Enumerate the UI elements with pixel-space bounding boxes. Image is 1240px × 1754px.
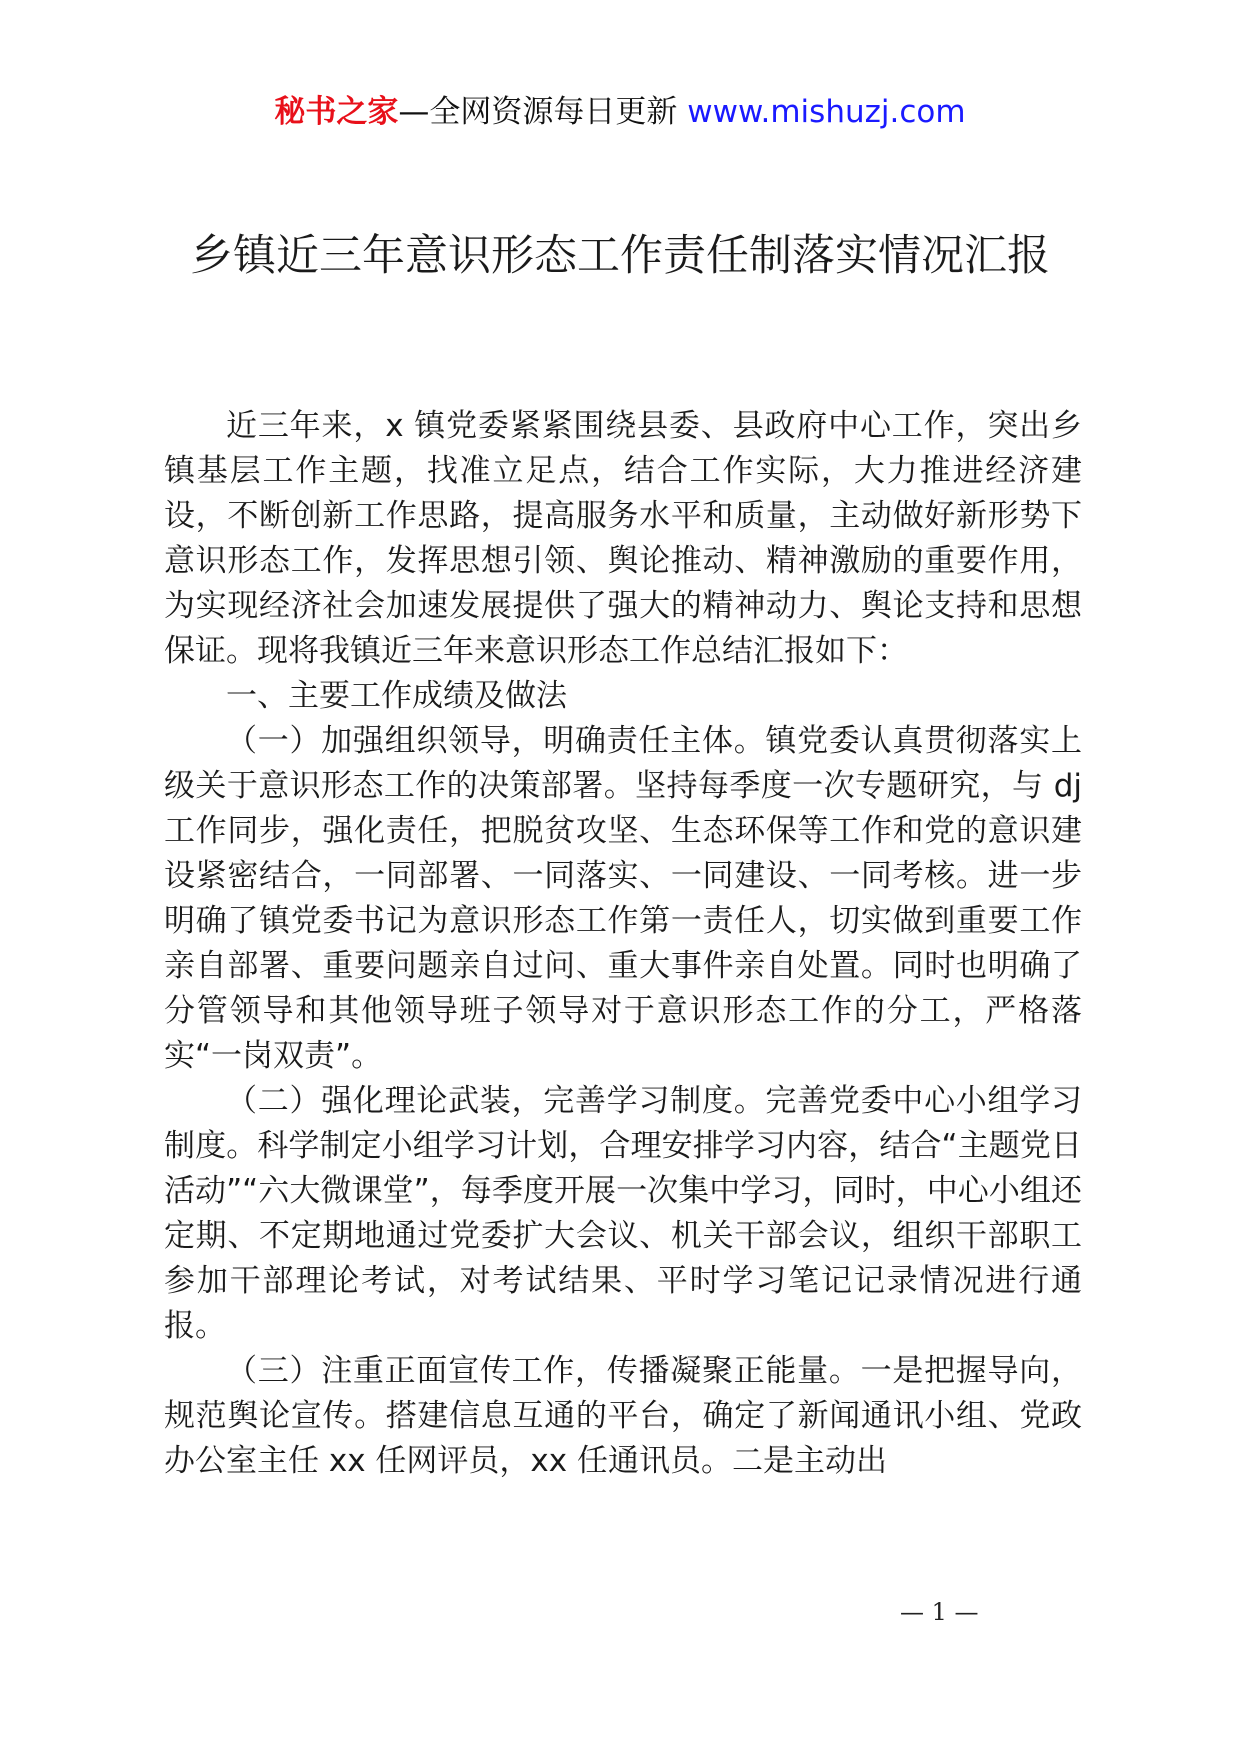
site-header bbox=[0, 92, 1240, 132]
document-title: 乡镇近三年意识形态工作责任制落实情况汇报 bbox=[190, 231, 1050, 281]
section-heading-1: 一、主要工作成绩及做法 bbox=[226, 678, 567, 714]
page-number: — 1 — bbox=[900, 1598, 979, 1626]
paragraph-study: （二）强化理论武装，完善学习制度。完善党委中心小组学习制度。科学制定小组学习计划，合理安排学习内容，结合“主题党日活动”“六大微课堂”，每季度开展一次集中学习，同时，中心小组还定期、不定期地通过党委扩大会议、机关干部会议，组织干部职工参加干部理论考试，对考试结果、平时学习笔记记录情况进行通报。 bbox=[164, 1083, 1082, 1344]
site-tagline: —全网资源每日更新 bbox=[398, 94, 688, 130]
paragraph-intro: 近三年来，x 镇党委紧紧围绕县委、县政府中心工作，突出乡镇基层工作主题，找准立足点，结合工作实际，大力推进经济建设，不断创新工作思路，提高服务水平和质量，主动做好新形势下意识形态工作，发挥思想引领、舆论推动、精神激励的重要作用，为实现经济社会加速发展提供了强大的精神动力、舆论支持和思想保证。现将我镇近三年来意识形态工作总结汇报如下： bbox=[164, 408, 1082, 669]
paragraph-organization: （一）加强组织领导，明确责任主体。镇党委认真贯彻落实上级关于意识形态工作的决策部署。坚持每季度一次专题研究，与 dj 工作同步，强化责任，把脱贫攻坚、生态环保等工作和党的意识建设紧密结合，一同部署、一同落实、一同建设、一同考核。进一步明确了镇党委书记为意识形态工作第一责任人，切实做到重要工作亲自部署、重要问题亲自过问、重大事件亲自处置。同时也明确了分管领导和其他领导班子领导对于意识形态工作的分工，严格落实“一岗双责”。 bbox=[164, 723, 1082, 1074]
paragraph-publicity: （三）注重正面宣传工作，传播凝聚正能量。一是把握导向，规范舆论宣传。搭建信息互通的平台，确定了新闻通讯小组、党政办公室主任 xx 任网评员，xx 任通讯员。二是主动出 bbox=[164, 1353, 1082, 1479]
site-brand: 秘书之家 bbox=[274, 94, 399, 130]
document-body bbox=[164, 404, 1082, 1484]
site-url-link[interactable]: www.mishuzj.com bbox=[687, 94, 966, 130]
